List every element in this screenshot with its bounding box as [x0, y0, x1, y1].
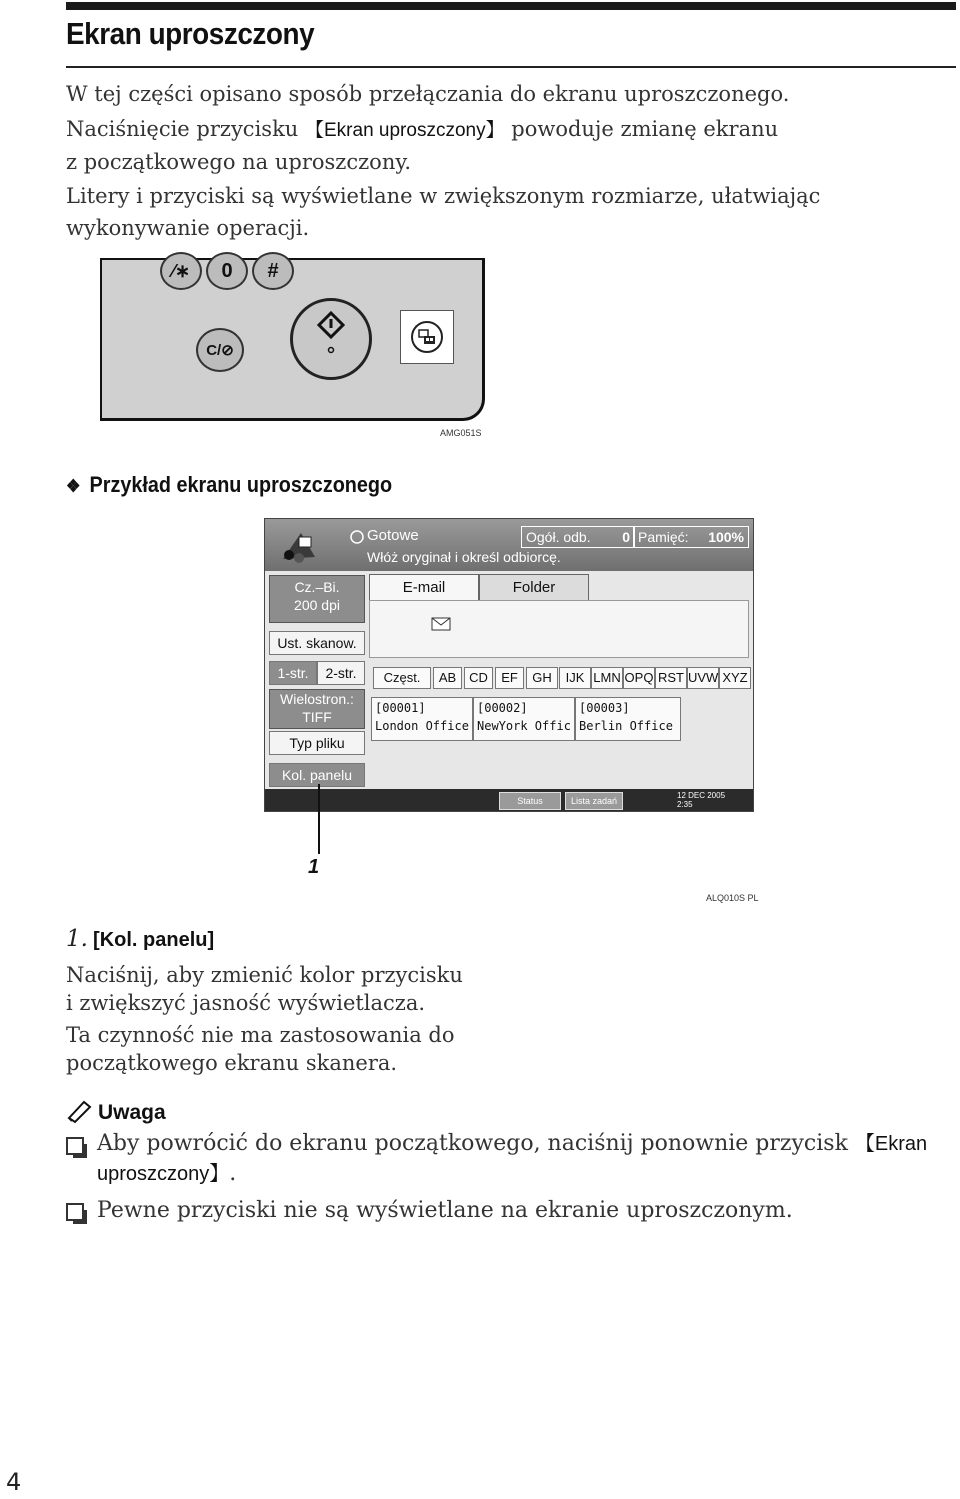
intro-line-2: Naciśnięcie przycisku 【Ekran uproszczony】 powoduje zmianę ekranu [66, 117, 779, 141]
tab-email[interactable]: E-mail [369, 574, 479, 601]
intro-line-3: z początkowego na uproszczony. [66, 150, 412, 174]
item-desc-1: Naciśnij, aby zmienić kolor przycisku [66, 963, 463, 987]
tab-alpha-ef[interactable]: EF [495, 667, 524, 689]
example-heading: ❖ Przykład ekranu uproszczonego [66, 472, 393, 497]
multipage-display: Wielostron.: TIFF [269, 689, 365, 729]
tab-alpha-gh[interactable]: GH [526, 667, 558, 689]
email-envelope-icon [430, 615, 454, 633]
figure-code-2: ALQ010S PL [706, 893, 759, 903]
two-sided-button[interactable]: 2-str. [317, 661, 365, 685]
tab-alpha-rst[interactable]: RST [655, 667, 687, 689]
pencil-icon [66, 1098, 94, 1122]
intro-line-5: wykonywanie operacji. [66, 216, 310, 240]
item-heading: 1. [Kol. panelu] [66, 926, 215, 952]
instruction-text: Włóż oryginał i określ odbiorcę. [367, 549, 561, 565]
date-time: 12 DEC 2005 2:35 [677, 791, 726, 809]
scan-mode-display: Cz.–Bi. 200 dpi [269, 575, 365, 623]
tab-alpha-xyz[interactable]: XYZ [719, 667, 751, 689]
control-panel-figure [100, 258, 485, 421]
top-rule [66, 2, 956, 10]
scan-settings-button[interactable]: Ust. skanow. [269, 631, 365, 655]
tab-alpha-ab[interactable]: AB [433, 667, 462, 689]
note-bullet-1-cont: uproszczony】. [97, 1161, 237, 1186]
panel-color-button[interactable]: Kol. panelu [269, 763, 365, 787]
file-type-button[interactable]: Typ pliku [269, 731, 365, 755]
page-number: 4 [6, 1468, 22, 1496]
diamond-bullet-icon: ❖ [66, 476, 81, 496]
tab-alpha-uvw[interactable]: UVW [687, 667, 719, 689]
destination-button[interactable]: [00001] London Office [371, 697, 473, 741]
system-status-button[interactable]: Status systemu [499, 792, 561, 810]
simple-screen-icon [410, 320, 444, 354]
screen-footer [265, 789, 753, 822]
simple-screen-key-ref: 【Ekran uproszczony】 [305, 120, 505, 141]
note-bullet-2: Pewne przyciski nie są wyświetlane na ekranie uproszczonym. [97, 1198, 793, 1223]
checkbox-icon [66, 1203, 84, 1221]
one-sided-button[interactable]: 1-str. [269, 661, 317, 685]
ready-status-icon [349, 529, 365, 545]
star-key[interactable]: ⁄∗ [160, 252, 202, 290]
item-desc-2: i zwiększyć jasność wyświetlacza. [66, 991, 426, 1015]
intro-line-4: Litery i przyciski są wyświetlane w zwiększonym rozmiarze, ułatwiając [66, 184, 821, 208]
job-list-button[interactable]: Lista zadań [565, 792, 623, 810]
start-diamond-icon [293, 301, 369, 377]
start-key[interactable] [290, 298, 372, 380]
simplified-screen [264, 518, 754, 822]
tab-alpha-ijk[interactable]: IJK [559, 667, 591, 689]
zero-key[interactable]: 0 [206, 252, 248, 290]
page-title: Ekran uproszczony [66, 16, 315, 51]
status-text: Gotowe [367, 527, 419, 544]
destination-button[interactable]: [00002] NewYork Offic [473, 697, 575, 741]
hash-key[interactable]: # [252, 252, 294, 290]
note-heading: Uwaga [66, 1098, 166, 1125]
title-rule [66, 66, 956, 68]
tab-alpha-cd[interactable]: CD [464, 667, 493, 689]
clear-stop-key[interactable]: C/⊘ [196, 328, 244, 372]
screen-header [265, 519, 753, 571]
destination-input-area[interactable] [369, 600, 749, 658]
checkbox-icon [66, 1137, 84, 1155]
callout-number: 1 [308, 856, 320, 878]
figure-code-1: AMG051S [440, 428, 482, 438]
simple-screen-key[interactable] [400, 310, 454, 364]
item-desc-4: początkowego ekranu skanera. [66, 1051, 398, 1075]
tab-frequent[interactable]: Częst. [373, 667, 431, 689]
destination-button[interactable]: [00003] Berlin Office [575, 697, 681, 741]
total-destinations: Ogół. odb. 0 [521, 526, 635, 548]
memory-indicator: Pamięć: 100% [633, 526, 749, 548]
note-bullet-1: Aby powrócić do ekranu początkowego, naciśnij ponownie przycisk 【Ekran [97, 1131, 928, 1156]
tab-alpha-lmn[interactable]: LMN [591, 667, 623, 689]
callout-line [318, 784, 320, 854]
tab-alpha-opq[interactable]: OPQ [623, 667, 655, 689]
intro-line-1: W tej części opisano sposób przełączania do ekranu uproszczonego. [66, 82, 790, 106]
item-desc-3: Ta czynność nie ma zastosowania do [66, 1023, 455, 1047]
scanner-logo-icon [279, 527, 319, 567]
tab-folder[interactable]: Folder [479, 574, 589, 601]
